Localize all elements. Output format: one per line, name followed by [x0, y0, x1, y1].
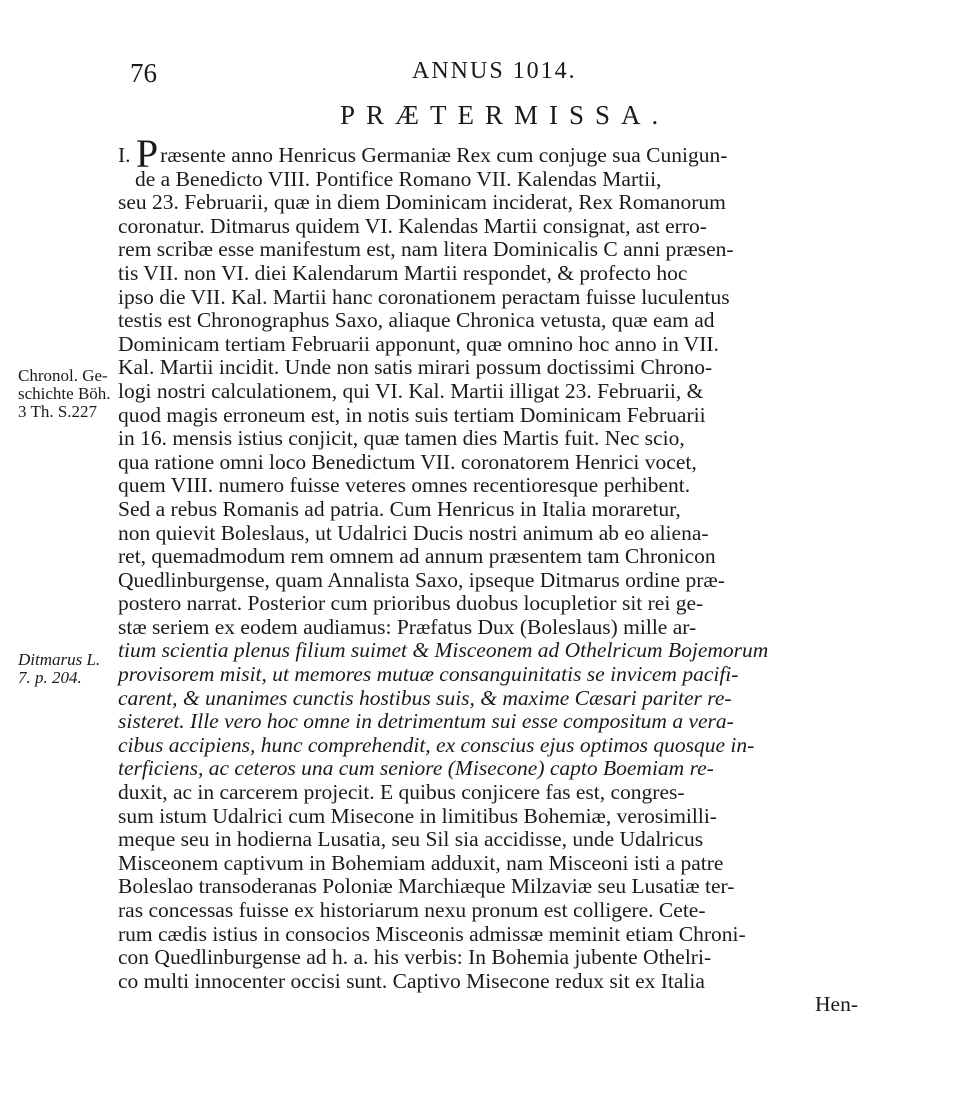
text-line: Kal. Martii incidit. Unde non satis mirari possum doctissimi Chrono-	[118, 355, 713, 380]
text-line: coronatur. Ditmarus quidem VI. Kalendas Martii consignat, ast erro-	[118, 213, 707, 238]
text-line: con Quedlinburgense ad h. a. his verbis: In Bohemia jubente Othelri-	[118, 945, 712, 970]
running-head: ANNUS 1014.	[412, 58, 577, 84]
text-line: Dominicam tertiam Februarii apponunt, quæ omnino hoc anno in VII.	[118, 331, 719, 356]
catchword: Hen-	[815, 992, 858, 1017]
margin-note-ditmarus	[18, 651, 100, 687]
text-line-italic: provisorem misit, ut memores mutuæ consanguinitatis se invicem pacifi-	[118, 662, 739, 687]
text-line-italic: cibus accipiens, hunc comprehendit, ex conscius ejus optimos quosque in-	[118, 732, 755, 757]
text-line: duxit, ac in carcerem projecit. E quibus conjicere fas est, congres-	[118, 780, 685, 805]
first-line-text: ræsente anno Henricus Germaniæ Rex cum conjuge sua Cunigun-	[160, 143, 728, 167]
text-line: in 16. mensis istius conjicit, quæ tamen dies Martis fuit. Nec scio,	[118, 426, 685, 451]
margin-note-line: 3 Th. S.227	[18, 402, 98, 421]
text-line: testis est Chronographus Saxo, aliaque Chronica vetusta, quæ eam ad	[118, 308, 715, 333]
section-marker: I.	[118, 143, 136, 167]
text-line: quod magis erroneum est, in notis suis tertiam Dominicam Februarii	[118, 402, 706, 427]
text-line: ret, quemadmodum rem omnem ad annum præsentem tam Chronicon	[118, 544, 716, 569]
section-title: PRÆTERMISSA.	[340, 100, 670, 130]
page-number: 76	[130, 58, 157, 88]
margin-note-line: Ditmarus L.	[18, 650, 101, 669]
text-line: tis VII. non VI. diei Kalendarum Martii respondet, & profecto hoc	[118, 260, 688, 285]
text-line: stæ seriem ex eodem audiamus: Præfatus Dux (Boleslaus) mille ar-	[118, 614, 697, 639]
text-line: Misceonem captivum in Bohemiam adduxit, nam Misceoni isti a patre	[118, 850, 724, 875]
text-line: Sed a rebus Romanis ad patria. Cum Henricus in Italia moraretur,	[118, 496, 681, 521]
body-text	[118, 131, 858, 1017]
text-line: ipso die VII. Kal. Martii hanc coronationem peractam fuisse luculentus	[118, 284, 730, 309]
text-line: meque seu in hodierna Lusatia, seu Sil sia accidisse, unde Udalricus	[118, 827, 704, 852]
text-line: ras concessas fuisse ex historiarum nexu pronum est colligere. Cete-	[118, 898, 706, 922]
text-line: non quievit Boleslaus, ut Udalrici Ducis nostri animum ab eo aliena-	[118, 520, 709, 545]
text-line: de a Benedicto VIII. Pontifice Romano VII. Kalendas Martii,	[135, 166, 662, 191]
drop-capital: P	[135, 131, 159, 176]
text-line: sum istum Udalrici cum Misecone in limitibus Bohemiæ, verosimilli-	[118, 803, 717, 828]
text-line-italic: tium scientia plenus filium suimet & Misceonem ad Othelricum Bojemorum	[118, 638, 769, 663]
text-line: rem scribæ esse manifestum est, nam litera Dominicalis C anni præsen-	[118, 237, 734, 262]
text-line: Boleslao transoderanas Poloniæ Marchiæque Milzaviæ seu Lusatiæ ter-	[118, 874, 735, 899]
text-line: qua ratione omni loco Benedictum VII. coronatorem Henrici vocet,	[118, 449, 697, 474]
text-line: logi nostri calculationem, qui VI. Kal. Martii illigat 23. Februarii, &	[118, 378, 704, 403]
margin-note-line: 7. p. 204.	[18, 668, 82, 687]
text-line-italic: terficiens, ac ceteros una cum seniore (Misecone) capto Boemiam re-	[118, 756, 714, 781]
text-line: Quedlinburgense, quam Annalista Saxo, ipseque Ditmarus ordine præ-	[118, 567, 725, 592]
text-line: seu 23. Februarii, quæ in diem Dominicam inciderat, Rex Romanorum	[118, 190, 726, 215]
margin-note-chronol	[18, 367, 111, 421]
text-line-italic: carent, & unanimes cunctis hostibus suis, & maxime Cæsari pariter re-	[118, 685, 732, 710]
text-line-italic: sisteret. Ille vero hoc omne in detrimentum sui esse compositum a vera-	[118, 709, 734, 734]
text-line	[118, 131, 858, 176]
margin-note-line: Chronol. Ge-	[18, 366, 108, 385]
text-line: co multi innocenter occisi sunt. Captivo Misecone redux sit ex Italia	[118, 968, 705, 993]
text-line: postero narrat. Posterior cum prioribus duobus locupletior sit rei ge-	[118, 591, 704, 616]
text-line: rum cædis istius in consocios Misceonis admissæ meminit etiam Chroni-	[118, 921, 746, 946]
text-line: quem VIII. numero fuisse veteres omnes recentioresque perhibent.	[118, 473, 691, 498]
margin-note-line: schichte Böh.	[18, 384, 111, 403]
